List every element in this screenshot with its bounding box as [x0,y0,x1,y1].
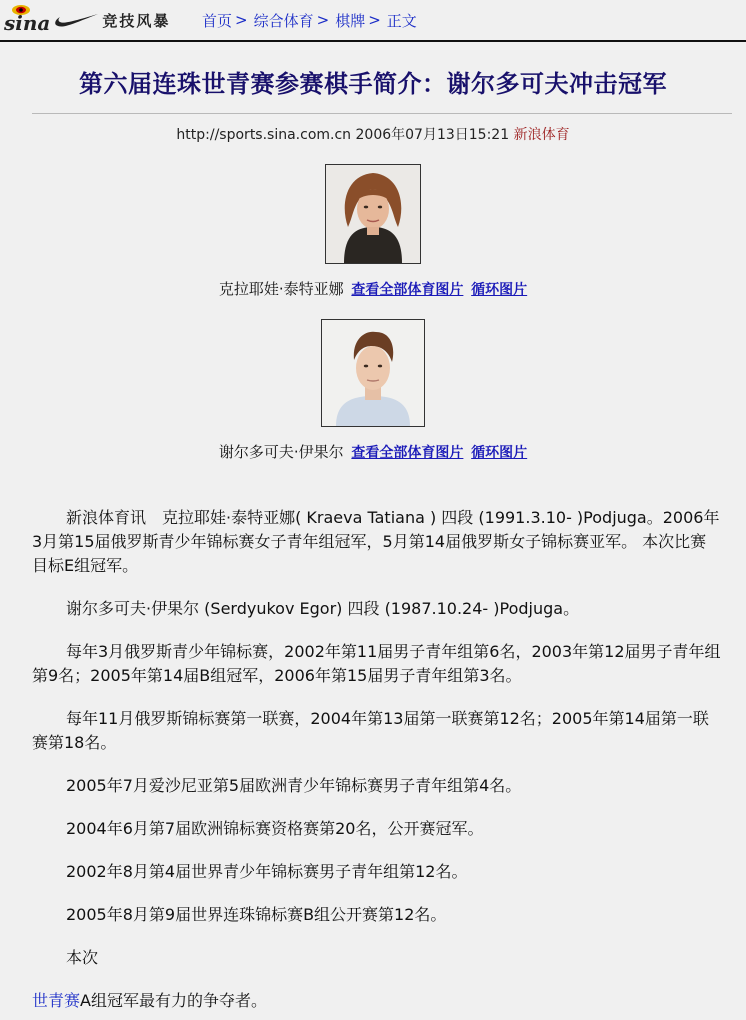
photo-block-1 [0,164,746,268]
breadcrumb [202,10,417,31]
portrait-male-image [322,320,424,426]
meta-source[interactable]: 新浪体育 [513,127,570,143]
article-body [0,506,746,1013]
top-bar [0,0,746,42]
article-paragraph: 2004年6月第7届欧洲锦标赛资格赛第20名，公开赛冠军。 [66,819,484,838]
article-paragraph: 每年11月俄罗斯锦标赛第一联赛，2004年第13届第一联赛第12名；2005年第14届第一联赛第18名。 [32,709,709,752]
view-all-sports-photos-link[interactable]: 查看全部体育图片 [351,445,464,461]
article-paragraph: 2005年7月爱沙尼亚第5届欧洲青少年锦标赛男子青年组第4名。 [66,776,522,795]
article-paragraph: 本次 [66,948,99,967]
portrait-female-image [326,165,420,263]
article-paragraph: 新浪体育讯 克拉耶娃·泰特亚娜( Kraeva Tatiana ) 四段 (1991.3.10- )Podjuga。2006年3月第15届俄罗斯青少年锦标赛女子青年组冠军，5月第14届俄罗斯女子锦标赛亚军。 本次比赛目标E组冠军。 [32,508,720,575]
photo-block-2 [0,319,746,431]
title-divider [32,113,732,114]
breadcrumb-separator: > [235,11,248,29]
photo-serdyukov[interactable] [321,319,425,427]
article-paragraph: 谢尔多可夫·伊果尔 (Serdyukov Egor) 四段 (1987.10.24- )Podjuga。 [66,599,580,618]
breadcrumb-sports[interactable]: 综合体育 [253,11,314,30]
swoosh-icon [54,11,100,29]
article-paragraph: 2002年8月第4届世界青少年锦标赛男子青年组第12名。 [66,862,468,881]
photo-caption-1 [0,278,746,299]
meta-url: http://sports.sina.com.cn [176,127,352,143]
sina-sports-logo[interactable] [4,0,202,40]
breadcrumb-article[interactable]: 正文 [386,11,417,30]
loop-photos-link[interactable]: 循环图片 [471,445,528,461]
logo-sina-text: sina [4,11,51,35]
view-all-sports-photos-link[interactable]: 查看全部体育图片 [351,282,464,298]
article-title: 第六届连珠世青赛参赛棋手简介：谢尔多可夫冲击冠军 [79,70,667,98]
loop-photos-link[interactable]: 循环图片 [471,282,528,298]
article-paragraph: 2005年8月第9届世界连珠锦标赛B组公开赛第12名。 [66,905,447,924]
breadcrumb-board-games[interactable]: 棋牌 [335,11,366,30]
last-paragraph-text: A组冠军最有力的争夺者。 [80,991,267,1010]
breadcrumb-separator: > [316,11,330,29]
breadcrumb-separator: > [368,11,381,29]
breadcrumb-home[interactable]: 首页 [202,11,233,30]
article-paragraph: 每年3月俄罗斯青少年锦标赛，2002年第11届男子青年组第6名，2003年第12届男子青年组第9名；2005年第14届B组冠军，2006年第15届男子青年组第3名。 [32,642,721,685]
caption-name: 克拉耶娃·泰特亚娜 [218,280,344,298]
photo-caption-2 [0,441,746,462]
meta-time: 2006年07月13日15:21 [355,127,510,143]
world-youth-championship-link[interactable]: 世青赛 [32,991,81,1010]
article-meta [0,124,746,144]
photo-kraeva[interactable] [325,164,421,264]
caption-name: 谢尔多可夫·伊果尔 [218,443,344,461]
logo-channel-text: 竞技风暴 [102,11,171,30]
article-paragraph-last [32,989,722,1013]
